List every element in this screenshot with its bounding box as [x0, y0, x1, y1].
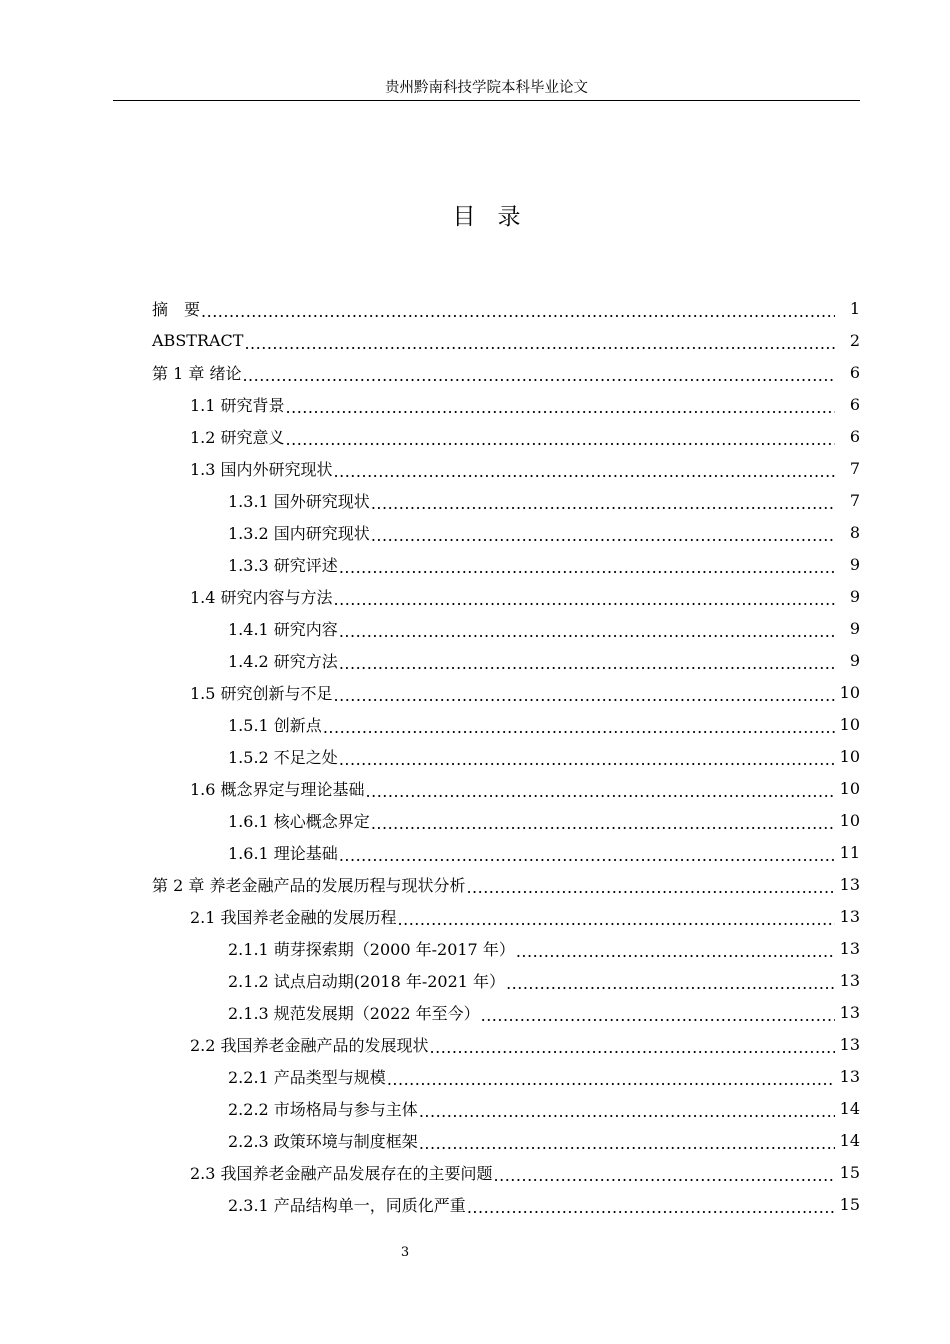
toc-entry-page-number: 10: [839, 778, 860, 798]
toc-entry-page-number: 15: [839, 1162, 860, 1182]
toc-entry-title: 1.4.1 研究内容: [228, 619, 338, 639]
toc-entry[interactable]: [0, 388, 950, 420]
toc-entry[interactable]: [0, 1092, 950, 1124]
toc-entry[interactable]: [0, 1188, 950, 1220]
toc-entry-title: 1.5.1 创新点: [228, 715, 322, 735]
toc-entry[interactable]: [0, 708, 950, 740]
toc-dot-leader: [242, 366, 835, 385]
toc-dot-leader: [286, 398, 835, 417]
page-title-part2: 录: [497, 204, 521, 230]
toc-entry-title: 1.5.2 不足之处: [228, 747, 338, 767]
toc-entry-title: 2.2.1 产品类型与规模: [228, 1067, 386, 1087]
page-title-part1: 目: [452, 204, 476, 230]
toc-dot-leader: [466, 878, 835, 897]
toc-dot-leader: [323, 718, 835, 737]
toc-entry[interactable]: [0, 580, 950, 612]
toc-entry-page-number: 9: [849, 618, 860, 638]
toc-entry[interactable]: [0, 1028, 950, 1060]
toc-entry-title: 1.3 国内外研究现状: [190, 459, 333, 479]
toc-entry-page-number: 8: [849, 522, 860, 542]
page-title: [113, 200, 860, 234]
toc-entry-title: 1.4 研究内容与方法: [190, 587, 333, 607]
toc-entry-title: 1.6.1 核心概念界定: [228, 811, 370, 831]
toc-entry-page-number: 10: [839, 810, 860, 830]
toc-entry-page-number: 10: [839, 746, 860, 766]
toc-entry-title: 2.2.2 市场格局与参与主体: [228, 1099, 418, 1119]
toc-entry[interactable]: [0, 1156, 950, 1188]
toc-entry-page-number: 13: [839, 1002, 860, 1022]
toc-dot-leader: [286, 430, 835, 449]
toc-entry-title: 1.3.1 国外研究现状: [228, 491, 370, 511]
toc-entry-page-number: 15: [839, 1194, 860, 1214]
toc-entry[interactable]: [0, 356, 950, 388]
toc-entry-page-number: 1: [849, 298, 860, 318]
toc-entry-title: 2.3.1 产品结构单一，同质化严重: [228, 1195, 466, 1215]
toc-dot-leader: [430, 1038, 835, 1057]
toc-entry-page-number: 6: [849, 362, 860, 382]
toc-dot-leader: [334, 686, 835, 705]
toc-entry[interactable]: [0, 516, 950, 548]
toc-entry[interactable]: [0, 420, 950, 452]
toc-entry[interactable]: [0, 900, 950, 932]
toc-entry[interactable]: [0, 1124, 950, 1156]
toc-entry-title: 2.1 我国养老金融的发展历程: [190, 907, 397, 927]
toc-entry[interactable]: [0, 612, 950, 644]
toc-entry-page-number: 2: [849, 330, 860, 350]
toc-entry-title: 2.1.1 萌芽探索期（2000 年-2017 年）: [228, 939, 515, 959]
toc-entry[interactable]: [0, 484, 950, 516]
toc-entry[interactable]: [0, 772, 950, 804]
toc-entry-page-number: 6: [849, 394, 860, 414]
toc-dot-leader: [494, 1166, 835, 1185]
toc-dot-leader: [506, 974, 835, 993]
toc-dot-leader: [419, 1134, 835, 1153]
toc-entry-page-number: 9: [849, 650, 860, 670]
toc-entry[interactable]: [0, 548, 950, 580]
toc-entry-page-number: 13: [839, 906, 860, 926]
toc-entry-page-number: 7: [849, 490, 860, 510]
toc-entry-title: 1.2 研究意义: [190, 427, 285, 447]
toc-dot-leader: [398, 910, 835, 929]
toc-entry-page-number: 10: [839, 714, 860, 734]
toc-entry-title: 第 1 章 绪论: [152, 363, 242, 383]
toc-dot-leader: [201, 302, 835, 321]
toc-dot-leader: [339, 846, 835, 865]
toc-entry-page-number: 9: [849, 586, 860, 606]
toc-entry[interactable]: [0, 324, 950, 356]
toc-entry-page-number: 13: [839, 970, 860, 990]
toc-entry-title: 2.3 我国养老金融产品发展存在的主要问题: [190, 1163, 493, 1183]
toc-entry[interactable]: [0, 932, 950, 964]
header-title: 贵州黔南科技学院本科毕业论文: [385, 80, 588, 96]
toc-dot-leader: [339, 654, 835, 673]
toc-dot-leader: [244, 334, 835, 353]
toc-entry-title: 2.2.3 政策环境与制度框架: [228, 1131, 418, 1151]
toc-dot-leader: [371, 814, 835, 833]
toc-dot-leader: [334, 462, 835, 481]
header-divider: [113, 100, 860, 101]
toc-dot-leader: [339, 750, 835, 769]
toc-entry-page-number: 14: [839, 1130, 860, 1150]
toc-dot-leader: [339, 558, 835, 577]
toc-entry-page-number: 13: [839, 1034, 860, 1054]
toc-entry-title: 2.1.2 试点启动期(2018 年-2021 年）: [228, 971, 506, 991]
toc-entry-title: 1.3.2 国内研究现状: [228, 523, 370, 543]
toc-entry[interactable]: [0, 676, 950, 708]
toc-entry[interactable]: [0, 836, 950, 868]
toc-entry-title: 1.5 研究创新与不足: [190, 683, 333, 703]
toc-dot-leader: [467, 1198, 835, 1217]
toc-dot-leader: [419, 1102, 835, 1121]
toc-dot-leader: [371, 494, 835, 513]
toc-entry-page-number: 13: [839, 938, 860, 958]
footer-page-number: 3: [400, 1245, 410, 1260]
toc-entry[interactable]: [0, 740, 950, 772]
toc-dot-leader: [387, 1070, 835, 1089]
toc-entry-page-number: 13: [839, 1066, 860, 1086]
toc-dot-leader: [366, 782, 835, 801]
toc-entry[interactable]: [0, 292, 950, 324]
toc-dot-leader: [339, 622, 835, 641]
toc-entry[interactable]: [0, 452, 950, 484]
toc-entry-title: 摘 要: [152, 299, 201, 319]
toc-entry-page-number: 9: [849, 554, 860, 574]
toc-dot-leader: [516, 942, 835, 961]
page-header: [113, 78, 860, 98]
toc-entry[interactable]: [0, 964, 950, 996]
toc-entry[interactable]: [0, 996, 950, 1028]
toc-entry-page-number: 13: [839, 874, 860, 894]
toc-entry-title: 1.3.3 研究评述: [228, 555, 338, 575]
toc-entry-title: 2.1.3 规范发展期（2022 年至今）: [228, 1003, 480, 1023]
toc-entry-page-number: 11: [839, 842, 860, 862]
toc-entry[interactable]: [0, 644, 950, 676]
toc-entry-title: 1.4.2 研究方法: [228, 651, 338, 671]
toc-entry-page-number: 6: [849, 426, 860, 446]
toc-dot-leader: [371, 526, 835, 545]
toc-dot-leader: [334, 590, 835, 609]
toc-entry-title: 第 2 章 养老金融产品的发展历程与现状分析: [152, 875, 466, 895]
toc-entry-page-number: 10: [839, 682, 860, 702]
table-of-contents: [0, 292, 950, 1220]
toc-entry-title: 1.1 研究背景: [190, 395, 285, 415]
toc-entry-page-number: 14: [839, 1098, 860, 1118]
toc-entry-title: 1.6.1 理论基础: [228, 843, 338, 863]
toc-entry-title: 2.2 我国养老金融产品的发展现状: [190, 1035, 429, 1055]
toc-entry-page-number: 7: [849, 458, 860, 478]
toc-entry[interactable]: [0, 868, 950, 900]
toc-entry-title: 1.6 概念界定与理论基础: [190, 779, 365, 799]
page-footer: [0, 1244, 810, 1262]
toc-entry-title: ABSTRACT: [152, 330, 244, 350]
toc-dot-leader: [481, 1006, 835, 1025]
toc-entry[interactable]: [0, 804, 950, 836]
toc-entry[interactable]: [0, 1060, 950, 1092]
